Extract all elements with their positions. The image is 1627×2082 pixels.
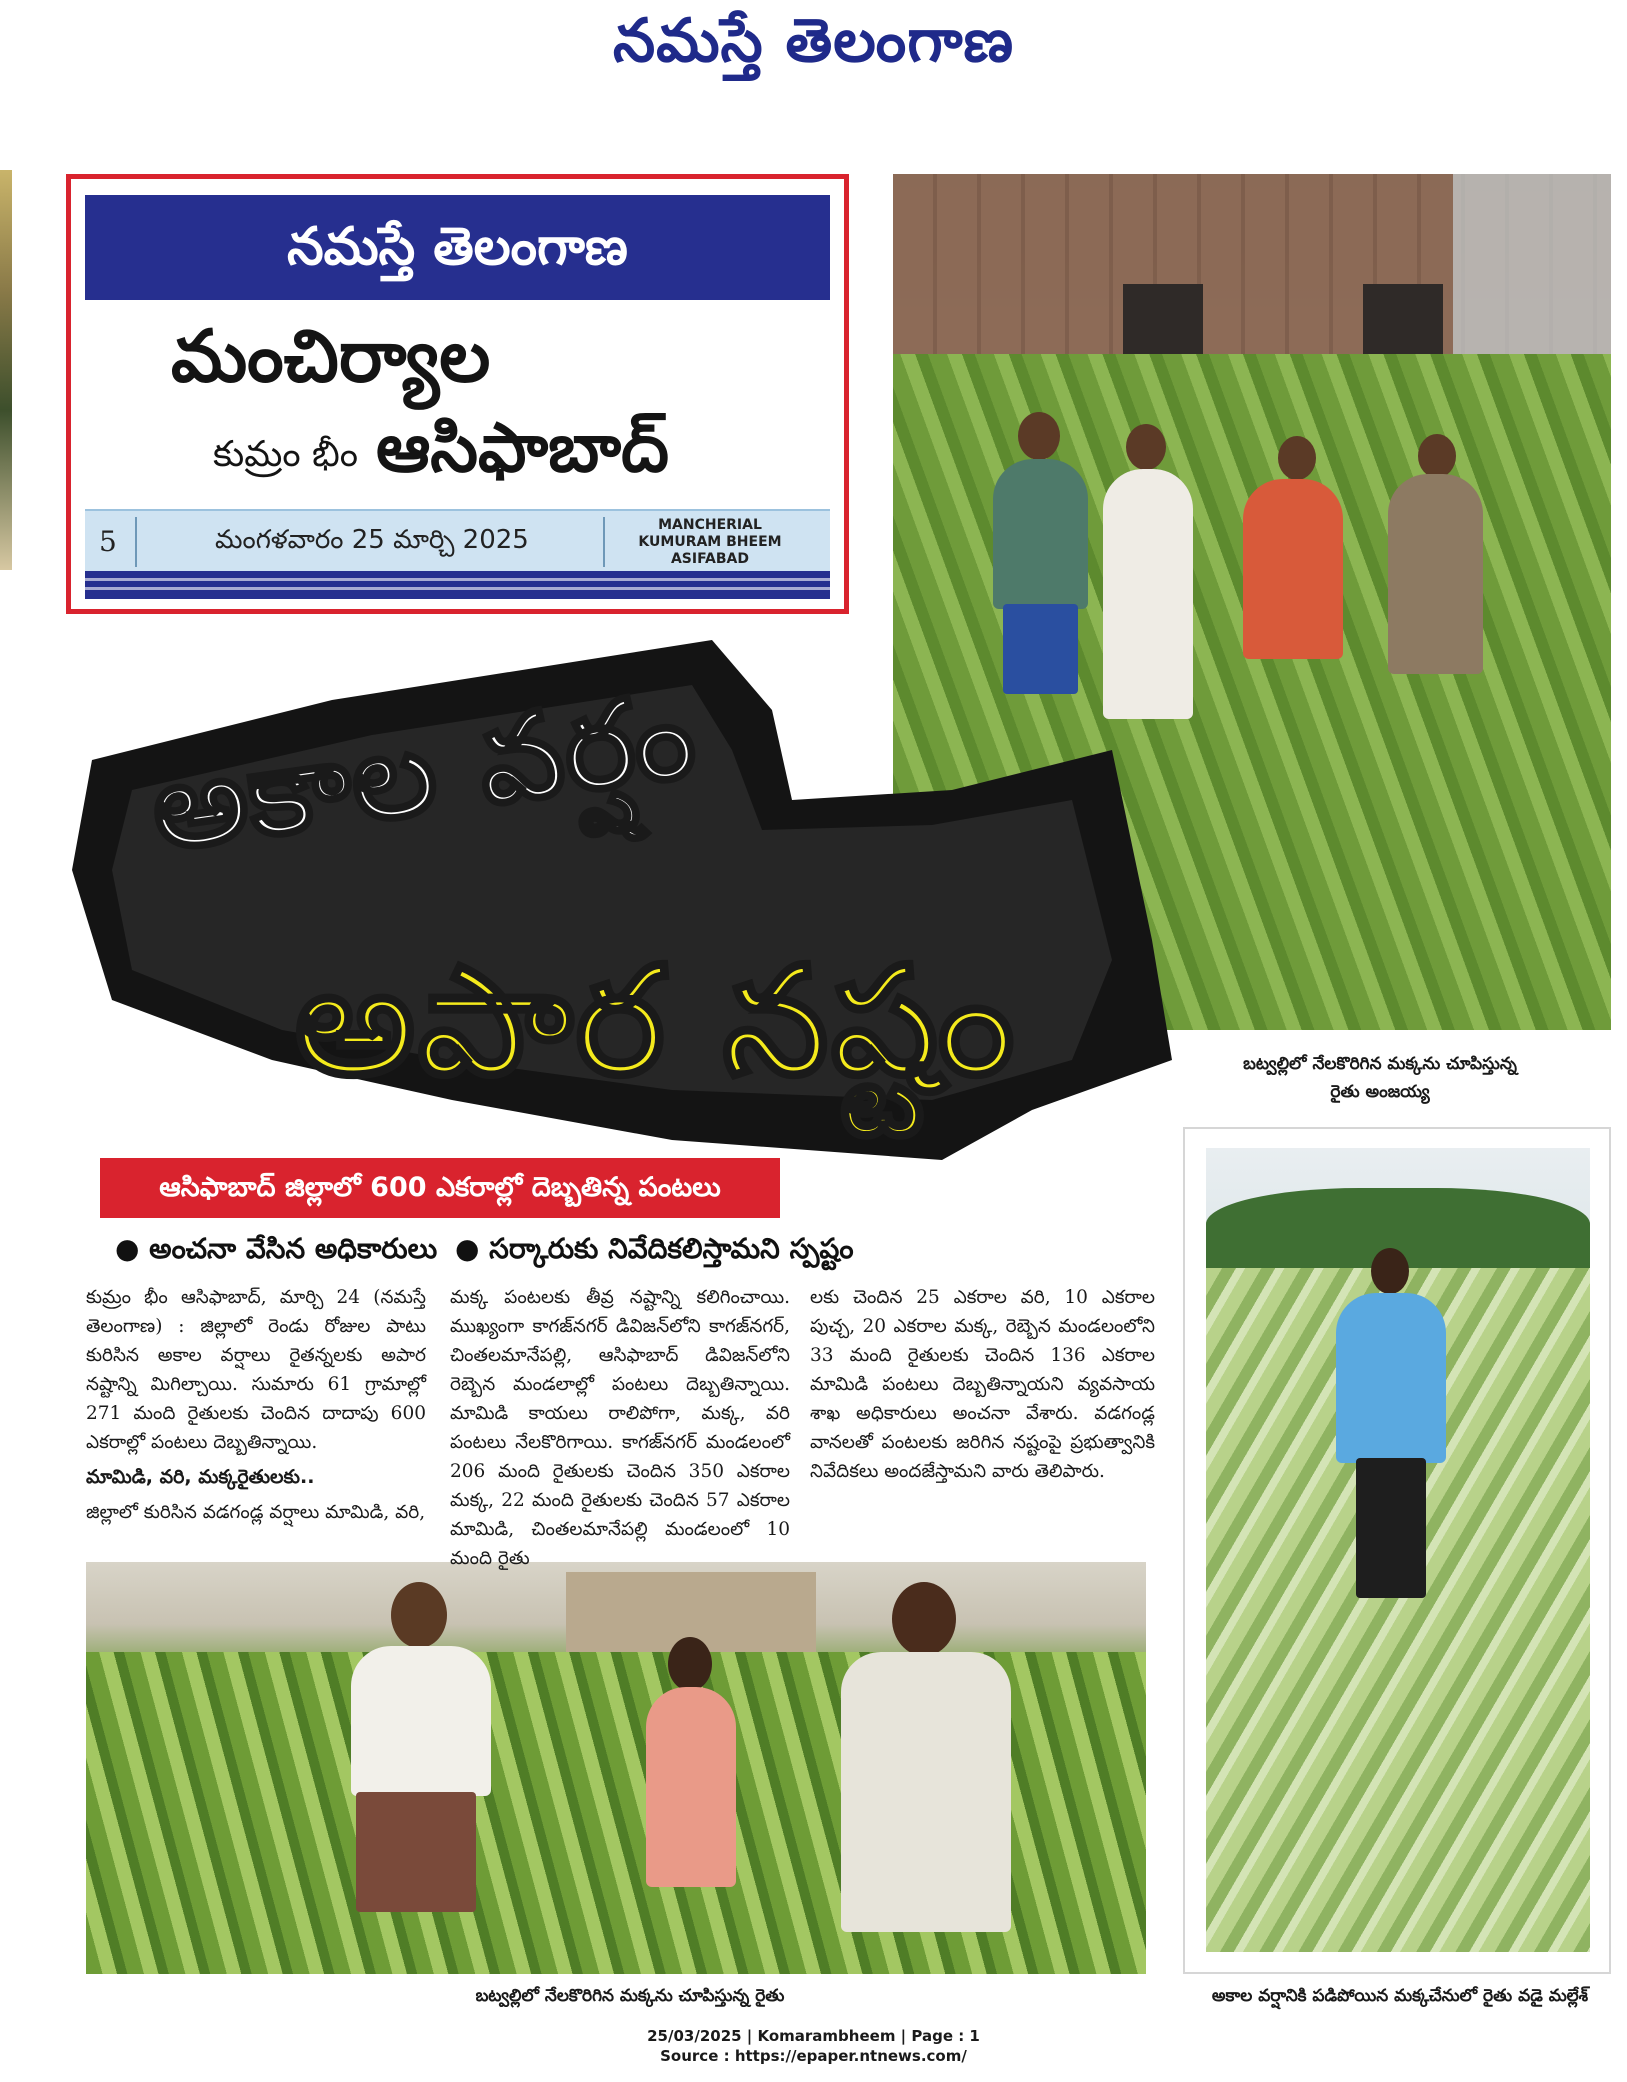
article-paragraph: కుమ్రం భీం ఆసిఫాబాద్, మార్చి 24 (నమస్తే తెలంగాణ) : జిల్లాలో రెండు రోజుల పాటు కురిసిన అకాల వర్షాలు రైతన్నలకు అపార నష్టాన్ని మిగిల్చాయి. సుమారు 61 గ్రామాల్లో 271 మంది రైతులకు చెందిన దాదాపు 600 ఎకరాల్లో పంటలు దెబ్బతిన్నాయి. <box>86 1287 426 1453</box>
caption-bottom-photo: బట్వల్లిలో నేలకొరిగిన మక్కను చూపిస్తున్న రైతు <box>475 1986 785 2006</box>
masthead-title: నమస్తే తెలంగాణ <box>612 6 1015 76</box>
edition-header-box <box>66 174 849 614</box>
footer-source-line[interactable]: Source : https://epaper.ntnews.com/ <box>660 2047 967 2065</box>
edition-info-bar <box>85 509 830 573</box>
edition-city: మంచిర్యాల <box>171 314 491 398</box>
brand-band: నమస్తే తెలంగాణ <box>85 195 830 300</box>
bullet-point: ● సర్కారుకు నివేదికలిస్తామని స్పష్టం <box>455 1232 854 1265</box>
edition-english-line: ASIFABAD <box>670 551 750 567</box>
article-column-2 <box>450 1283 790 1579</box>
caption-top-photo <box>1180 1050 1580 1106</box>
footer-edition-line: 25/03/2025 | Komarambheem | Page : 1 <box>647 2027 980 2045</box>
bullet-point: ● అంచనా వేసిన అధికారులు <box>115 1232 438 1265</box>
edition-english-line: MANCHERIAL <box>658 517 762 533</box>
brand-footer-band <box>85 571 830 599</box>
photo-farmer-in-maize-field <box>1206 1148 1590 1952</box>
headline-line-2: అపార నష్టం <box>295 935 1018 1109</box>
article-column-3 <box>810 1283 1155 1492</box>
edition-district: ఆసిఫాబాద్ <box>376 409 670 488</box>
article-column-1 <box>86 1283 426 1533</box>
article-paragraph: లకు చెందిన 25 ఎకరాల వరి, 10 ఎకరాల పుచ్చ, 20 ఎకరాల మక్క, రెబ్బెన మండలంలోని 33 మంది రైతులకు చెందిన 136 ఎకరాల మామిడి పంటలు దెబ్బతిన్నాయని వ్యవసాయ శాఖ అధికారులు అంచనా వేశారు. వడగండ్ల వానలతో పంటలకు జరిగిన నష్టంపై ప్రభుత్వానికి నివేదికలు అందజేస్తామని వారు తెలిపారు. <box>810 1287 1155 1482</box>
edition-english-line: KUMURAM BHEEM <box>638 534 782 550</box>
article-subhead: మామిడి, వరి, మక్కరైతులకు.. <box>86 1466 315 1488</box>
photo-farmers-group <box>86 1562 1146 1974</box>
page-footer <box>0 2026 1627 2066</box>
previous-page-edge <box>0 170 12 570</box>
district-prefix: కుమ్రం భీం <box>213 434 359 475</box>
headline-line-1: అకాల వర్షం <box>143 664 705 878</box>
edition-english-name <box>625 517 795 568</box>
article-paragraph: జిల్లాలో కురిసిన వడగండ్ల వర్షాలు మామిడి, వరి, <box>86 1502 426 1523</box>
edition-date: మంగళవారం 25 మార్చి 2025 <box>215 525 529 555</box>
caption-right-photo: అకాల వర్షానికి పడిపోయిన మక్కచేనులో రైతు వడై మల్లేశ్ <box>1211 1986 1589 2006</box>
divider <box>135 517 137 567</box>
divider <box>603 517 605 567</box>
page-number: 5 <box>99 525 117 558</box>
caption-line: రైతు అంజయ్య <box>1330 1082 1430 1102</box>
caption-line: బట్వల్లిలో నేలకొరిగిన మక్కను చూపిస్తున్న <box>1243 1054 1517 1074</box>
article-paragraph: మక్క పంటలకు తీవ్ర నష్టాన్ని కలిగించాయి. ముఖ్యంగా కాగజ్‌నగర్ డివిజన్‌లోని కాగజ్‌నగర్, చింతలమానేపల్లి, ఆసిఫాబాద్ డివిజన్‌లోని రెబ్బెన మండలాల్లో పంటలు దెబ్బతిన్నాయి. మామిడి కాయలు రాలిపోగా, మక్క, వరి పంటలు నేలకొరిగాయి. కాగజ్‌నగర్ మండలంలో 206 మంది రైతులకు చెందిన 350 ఎకరాల మక్క, 22 మంది రైతులకు చెందిన 57 ఎకరాల మామిడి, చింతలమానేపల్లి మండలంలో 10 మంది రైతు <box>450 1287 790 1569</box>
sub-headline-banner: ఆసిఫాబాద్ జిల్లాలో 600 ఎకరాల్లో దెబ్బతిన్న పంటలు <box>100 1158 780 1218</box>
